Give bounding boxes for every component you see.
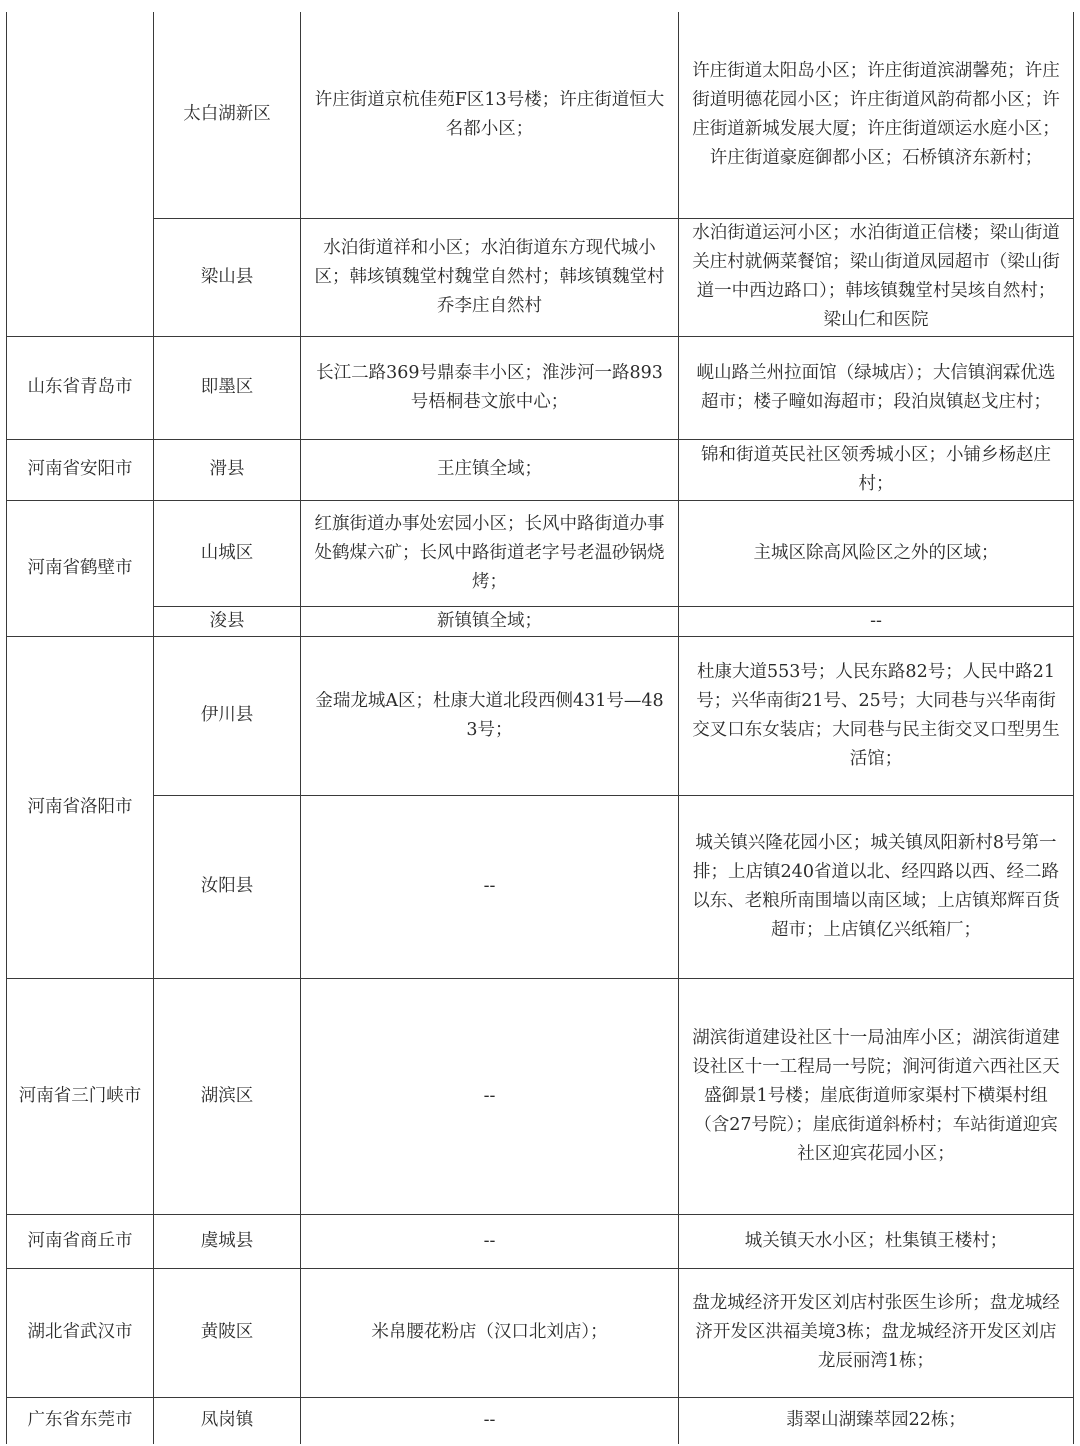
high-risk-cell: 王庄镇全域；	[301, 439, 679, 500]
mid-risk-cell: 翡翠山湖臻萃园22栋；	[679, 1397, 1074, 1444]
district-cell: 汝阳县	[154, 795, 301, 978]
high-risk-cell: 许庄街道京杭佳苑F区13号楼；许庄街道恒大名都小区；	[301, 12, 679, 218]
mid-risk-cell: 许庄街道太阳岛小区；许庄街道滨湖馨苑；许庄街道明德花园小区；许庄街道风韵荷都小区；许庄街道新城发展大厦；许庄街道颂运水庭小区；许庄街道豪庭御都小区；石桥镇济东新村；	[679, 12, 1074, 218]
table-row	[7, 12, 1074, 218]
table-row	[7, 1397, 1074, 1444]
table-row	[7, 1268, 1074, 1397]
mid-risk-cell: 水泊街道运河小区；水泊街道正信楼；梁山街道关庄村就俩菜餐馆；梁山街道凤园超市（梁山街道一中西边路口）；韩垓镇魏堂村吴垓自然村；梁山仁和医院	[679, 218, 1074, 336]
table-row	[7, 636, 1074, 795]
district-cell: 即墨区	[154, 336, 301, 439]
mid-risk-cell: 主城区除高风险区之外的区域；	[679, 500, 1074, 606]
district-cell: 梁山县	[154, 218, 301, 336]
table-row	[7, 500, 1074, 606]
district-cell: 凤岗镇	[154, 1397, 301, 1444]
mid-risk-cell: 城关镇兴隆花园小区；城关镇凤阳新村8号第一排；上店镇240省道以北、经四路以西、经二路以东、老粮所南围墙以南区域；上店镇郑辉百货超市；上店镇亿兴纸箱厂；	[679, 795, 1074, 978]
mid-risk-cell: 锦和街道英民社区领秀城小区；小铺乡杨赵庄村；	[679, 439, 1074, 500]
high-risk-cell: 红旗街道办事处宏园小区；长风中路街道办事处鹤煤六矿；长风中路街道老字号老温砂锅烧烤；	[301, 500, 679, 606]
mid-risk-cell: 湖滨街道建设社区十一局油库小区；湖滨街道建设社区十一工程局一号院；涧河街道六西社区天盛御景1号楼；崖底街道师家渠村下横渠村组（含27号院）；崖底街道斜桥村；车站街道迎宾社区迎宾花园小区；	[679, 978, 1074, 1214]
high-risk-cell: 长江二路369号鼎泰丰小区；淮涉河一路893号梧桐巷文旅中心；	[301, 336, 679, 439]
risk-area-table	[6, 12, 1074, 1444]
district-cell: 虞城县	[154, 1214, 301, 1268]
city-cell: 河南省三门峡市	[7, 978, 154, 1214]
high-risk-cell: --	[301, 1397, 679, 1444]
city-cell: 河南省洛阳市	[7, 636, 154, 978]
city-cell: 广东省东莞市	[7, 1397, 154, 1444]
mid-risk-cell: 杜康大道553号；人民东路82号；人民中路21号；兴华南街21号、25号；大同巷与兴华南街交叉口东女装店；大同巷与民主街交叉口型男生活馆；	[679, 636, 1074, 795]
district-cell: 湖滨区	[154, 978, 301, 1214]
district-cell: 伊川县	[154, 636, 301, 795]
mid-risk-cell: 岘山路兰州拉面馆（绿城店）；大信镇润霖优选超市；楼子疃如海超市；段泊岚镇赵戈庄村；	[679, 336, 1074, 439]
high-risk-cell: --	[301, 795, 679, 978]
high-risk-cell: --	[301, 978, 679, 1214]
high-risk-cell: 新镇镇全域；	[301, 606, 679, 636]
table-row	[7, 336, 1074, 439]
city-cell: 河南省商丘市	[7, 1214, 154, 1268]
table-row	[7, 1214, 1074, 1268]
district-cell: 浚县	[154, 606, 301, 636]
table-row	[7, 606, 1074, 636]
city-cell: 河南省鹤壁市	[7, 500, 154, 636]
district-cell: 太白湖新区	[154, 12, 301, 218]
table-row	[7, 978, 1074, 1214]
table-row	[7, 439, 1074, 500]
high-risk-cell: 水泊街道祥和小区；水泊街道东方现代城小区；韩垓镇魏堂村魏堂自然村；韩垓镇魏堂村乔李庄自然村	[301, 218, 679, 336]
mid-risk-cell: 盘龙城经济开发区刘店村张医生诊所；盘龙城经济开发区洪福美境3栋；盘龙城经济开发区刘店龙辰丽湾1栋；	[679, 1268, 1074, 1397]
high-risk-cell: 金瑞龙城A区；杜康大道北段西侧431号—483号；	[301, 636, 679, 795]
city-cell: 湖北省武汉市	[7, 1268, 154, 1397]
city-cell	[7, 12, 154, 336]
mid-risk-cell: --	[679, 606, 1074, 636]
table-row	[7, 795, 1074, 978]
district-cell: 黄陂区	[154, 1268, 301, 1397]
mid-risk-cell: 城关镇天水小区；杜集镇王楼村；	[679, 1214, 1074, 1268]
high-risk-cell: --	[301, 1214, 679, 1268]
table-row	[7, 218, 1074, 336]
district-cell: 滑县	[154, 439, 301, 500]
city-cell: 山东省青岛市	[7, 336, 154, 439]
district-cell: 山城区	[154, 500, 301, 606]
city-cell: 河南省安阳市	[7, 439, 154, 500]
high-risk-cell: 米帛腰花粉店（汉口北刘店）；	[301, 1268, 679, 1397]
